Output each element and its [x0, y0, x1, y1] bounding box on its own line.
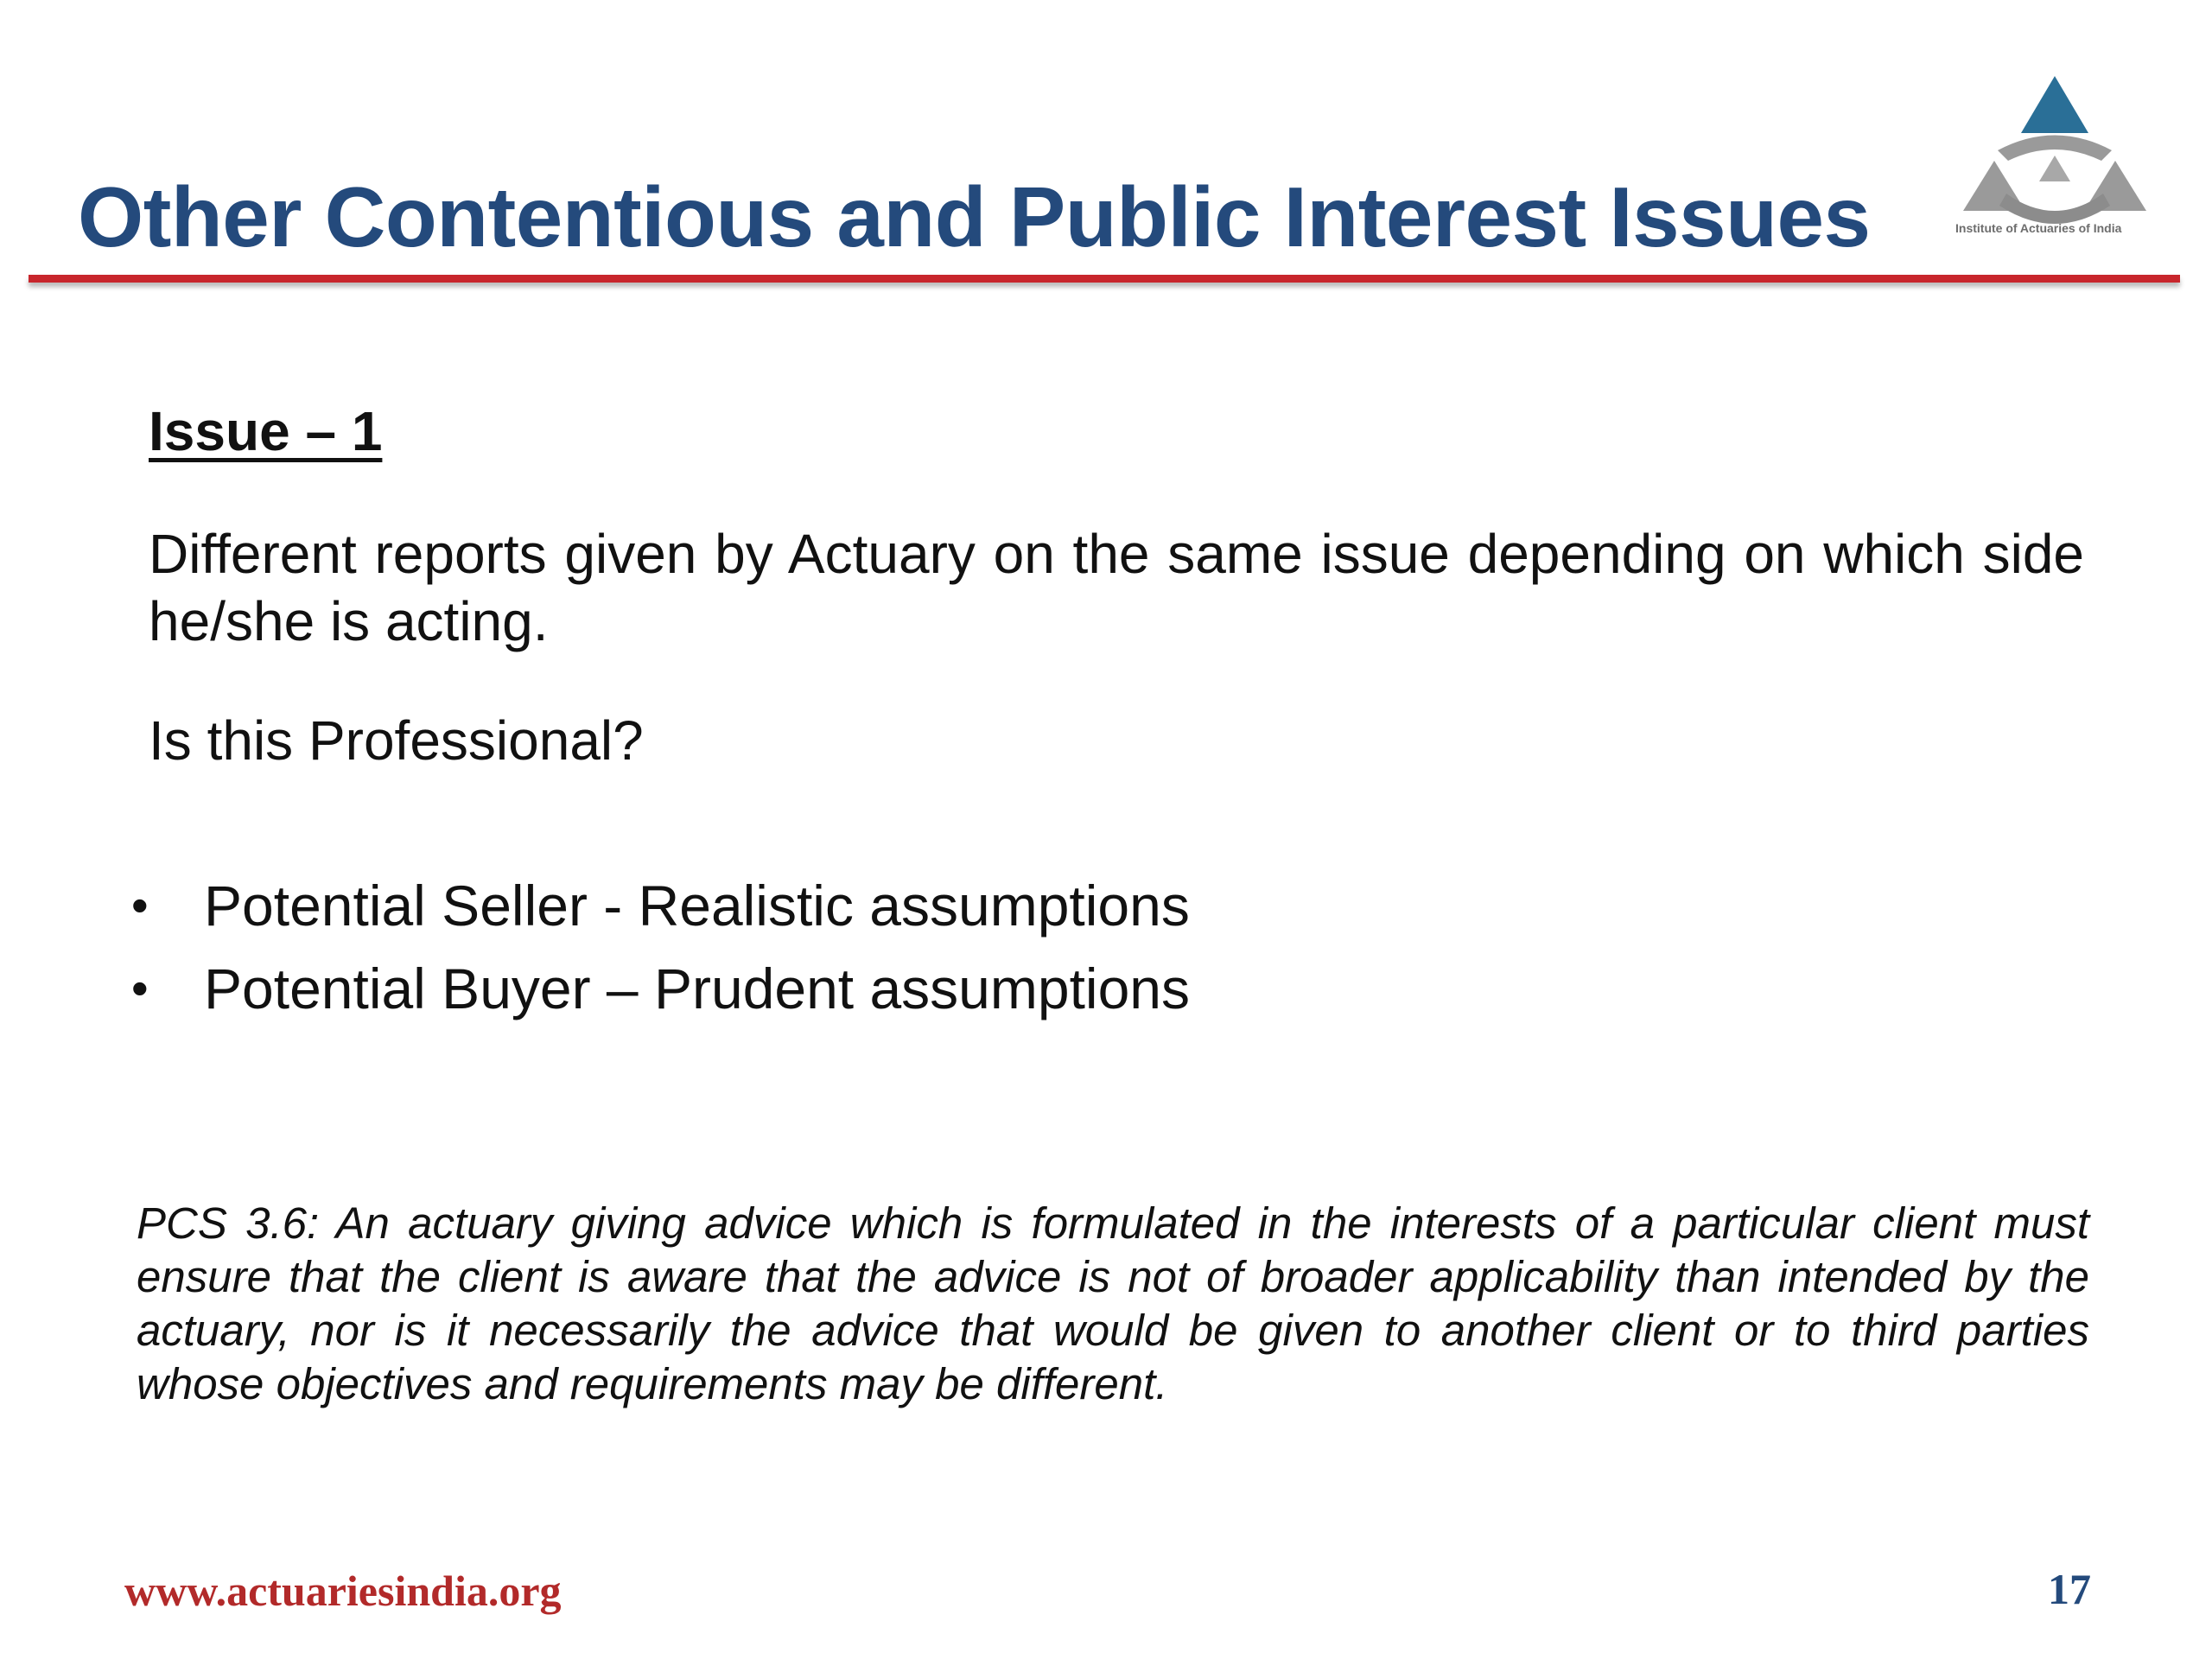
footer-website-link[interactable]: www.actuariesindia.org — [124, 1567, 562, 1615]
pcs-note: PCS 3.6: An actuary giving advice which is formulated in the interests of a particular client must ensure that the client is aware that the advice is not of broader applicability than intended by the actuary, nor is it necessarily the advice that would be given to another client or to third parties whose objectives and requirements may be different. — [137, 1198, 2089, 1408]
bullet-marker: • — [131, 961, 149, 1015]
issue-description: Different reports given by Actuary on the same issue depending on which side he/she is acting. — [149, 523, 2084, 652]
institute-logo-icon — [1955, 73, 2155, 245]
logo-caption: Institute of Actuaries of India — [1955, 221, 2122, 235]
slide-title: Other Contentious and Public Interest Issues — [78, 169, 1871, 264]
title-divider — [29, 275, 2180, 283]
bullet-text: Potential Buyer – Prudent assumptions — [204, 957, 1190, 1020]
bullet-marker: • — [131, 878, 149, 932]
issue-heading: Issue – 1 — [149, 400, 383, 462]
issue-question: Is this Professional? — [149, 709, 644, 772]
page-number: 17 — [2048, 1565, 2091, 1613]
bullet-text: Potential Seller - Realistic assumptions — [204, 874, 1190, 938]
